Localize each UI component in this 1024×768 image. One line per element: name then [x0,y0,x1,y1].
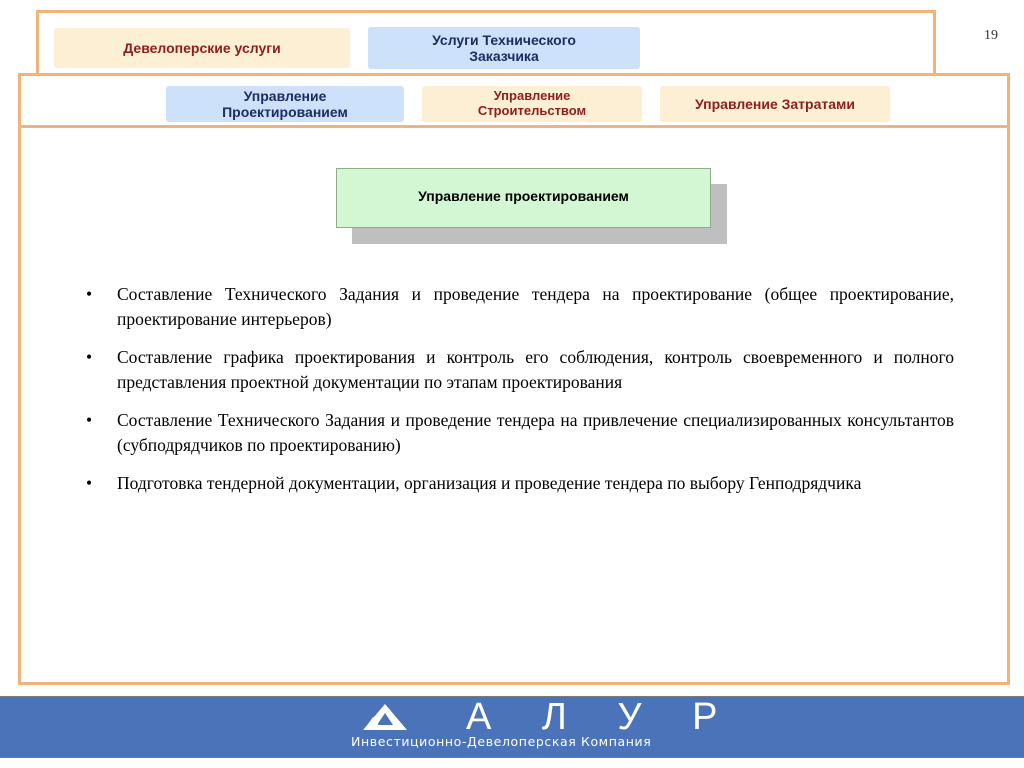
list-item-text: Подготовка тендерной документации, организация и проведение тендера по выбору Генподрядчика [117,473,862,493]
tab-design-management[interactable]: Управление Проектированием [166,86,404,122]
list-item [86,408,954,458]
tab-cost-management[interactable]: Управление Затратами [660,86,890,122]
triangle-a-logo-icon [362,703,408,731]
bullet-marker: • [86,284,93,304]
bullet-list [86,282,954,509]
footer-banner [0,696,1024,758]
tab-developer-services[interactable]: Девелоперские услуги [54,28,350,68]
tab-technical-customer-services[interactable]: Услуги Технического Заказчика [368,27,640,69]
page-number: 19 [984,28,998,43]
brand-subtitle: Инвестиционно-Девелоперская Компания [351,734,652,749]
list-item-text: Составление Технического Задания и проведение тендера на привлечение специализированных консультантов (субподрядчиков по проектированию) [117,410,954,455]
subnav-divider [18,125,1010,128]
bullet-marker: • [86,410,93,430]
bullet-marker: • [86,473,93,493]
list-item [86,282,954,332]
list-item [86,345,954,395]
bullet-marker: • [86,347,93,367]
list-item-text: Составление графика проектирования и контроль его соблюдения, контроль своевременного и полного представления проектной документации по этапам проектирования [117,347,954,392]
list-item [86,471,954,496]
section-title-box [336,168,711,228]
brand-name: А Л У Р [466,696,738,738]
section-title: Управление проектированием [418,188,629,204]
list-item-text: Составление Технического Задания и проведение тендера на проектирование (общее проектирование, проектирование интерьеров) [117,284,954,329]
tab-construction-management[interactable]: Управление Строительством [422,86,642,122]
